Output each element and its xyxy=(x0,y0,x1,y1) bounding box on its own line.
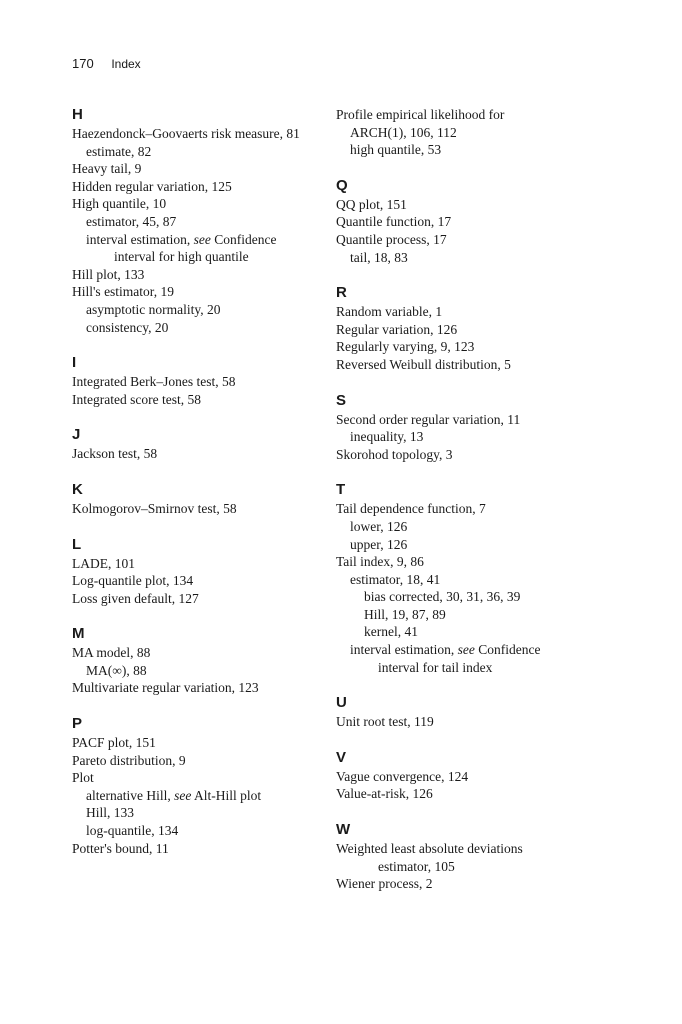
index-entry xyxy=(72,391,322,409)
index-entry xyxy=(336,428,596,446)
index-entry xyxy=(72,178,322,196)
index-entry xyxy=(336,768,596,786)
entry-text: estimator, 18, 41 xyxy=(350,571,441,587)
entry-text: Hill's estimator, 19 xyxy=(72,284,175,300)
index-entry xyxy=(72,804,322,822)
index-entry xyxy=(336,858,596,876)
index-entry xyxy=(336,571,596,589)
index-entry xyxy=(336,606,596,624)
entry-text: Hill, 133 xyxy=(86,805,135,821)
index-entry xyxy=(72,787,322,805)
index-entry xyxy=(336,338,596,356)
entry-text: Hill, 19, 87, 89 xyxy=(364,606,446,622)
index-entry xyxy=(336,553,596,571)
index-entry xyxy=(72,590,322,608)
index-entry xyxy=(72,734,322,752)
entry-text: Multivariate regular variation, 123 xyxy=(72,680,259,696)
section-letter: T xyxy=(336,481,346,499)
index-entry xyxy=(336,659,596,677)
section-letter: H xyxy=(72,106,83,123)
index-entry xyxy=(336,106,596,124)
section-letter: M xyxy=(72,625,85,643)
index-entry xyxy=(72,373,322,391)
entry-text: Haezendonck–Goovaerts risk measure, 81 xyxy=(72,126,300,141)
entry-text: Tail index, 9, 86 xyxy=(336,554,424,570)
index-entry xyxy=(336,840,596,858)
entry-text: interval estimation, xyxy=(350,642,458,658)
index-entry xyxy=(72,555,322,573)
index-entry xyxy=(72,301,322,319)
entry-text: PACF plot, 151 xyxy=(72,735,156,751)
section-letter: K xyxy=(72,480,83,498)
index-entry xyxy=(72,266,322,284)
index-entry xyxy=(72,160,322,178)
page-number: 170 xyxy=(72,56,94,71)
entry-text: Plot xyxy=(72,770,94,786)
index-column-right xyxy=(336,106,596,911)
entry-text: Integrated Berk–Jones test, 58 xyxy=(72,374,236,390)
index-entry xyxy=(72,840,322,858)
entry-text: Skorohod topology, 3 xyxy=(336,446,453,462)
entry-text: Quantile function, 17 xyxy=(336,214,452,230)
entry-text: interval for high quantile xyxy=(114,249,249,265)
index-entry xyxy=(336,500,596,518)
index-entry xyxy=(72,125,322,143)
entry-text: Reversed Weibull distribution, 5 xyxy=(336,356,511,372)
index-entry xyxy=(336,249,596,267)
entry-text: Potter's bound, 11 xyxy=(72,840,169,856)
index-entry xyxy=(336,231,596,249)
index-entry xyxy=(336,518,596,536)
entry-text: inequality, 13 xyxy=(350,429,424,445)
entry-text: Value-at-risk, 126 xyxy=(336,786,433,802)
index-section xyxy=(336,694,596,731)
entry-text: consistency, 20 xyxy=(86,319,169,335)
index-entry xyxy=(72,143,322,161)
entry-text: upper, 126 xyxy=(350,536,408,552)
entry-text: Integrated score test, 58 xyxy=(72,391,201,407)
index-entry xyxy=(72,662,322,680)
entry-text: Quantile process, 17 xyxy=(336,231,447,247)
index-entry xyxy=(336,213,596,231)
index-section xyxy=(72,106,322,336)
index-section xyxy=(336,106,596,159)
entry-text: Second order regular variation, 11 xyxy=(336,411,521,427)
entry-text: Pareto distribution, 9 xyxy=(72,752,186,768)
index-entry xyxy=(336,446,596,464)
entry-text: kernel, 41 xyxy=(364,624,418,640)
entry-text: Jackson test, 58 xyxy=(72,446,158,462)
index-entry xyxy=(72,644,322,662)
index-section xyxy=(336,481,596,676)
index-entry xyxy=(336,411,596,429)
index-column-left xyxy=(72,106,322,875)
entry-text: Vague convergence, 124 xyxy=(336,768,469,784)
entry-text: Hill plot, 133 xyxy=(72,266,145,282)
index-entry xyxy=(72,248,322,266)
index-entry xyxy=(336,875,596,893)
index-entry xyxy=(336,536,596,554)
entry-text: MA(∞), 88 xyxy=(86,662,147,678)
index-entry xyxy=(72,769,322,787)
index-section xyxy=(72,426,322,463)
section-letter: J xyxy=(72,426,81,444)
index-entry xyxy=(72,752,322,770)
entry-text: Tail dependence function, 7 xyxy=(336,501,486,517)
entry-text: bias corrected, 30, 31, 36, 39 xyxy=(364,589,521,605)
entry-text: interval estimation, xyxy=(86,231,194,247)
entry-text: High quantile, 10 xyxy=(72,196,167,212)
index-entry xyxy=(336,785,596,803)
index-entry xyxy=(72,572,322,590)
see-reference: see xyxy=(193,231,211,247)
entry-text: lower, 126 xyxy=(350,518,408,534)
entry-text: Log-quantile plot, 134 xyxy=(72,573,194,589)
index-entry xyxy=(336,641,596,659)
index-entry xyxy=(72,213,322,231)
entry-text: Kolmogorov–Smirnov test, 58 xyxy=(72,500,237,516)
index-section xyxy=(72,625,322,697)
section-letter: L xyxy=(72,535,82,553)
index-section xyxy=(336,284,596,373)
entry-text: Regularly varying, 9, 123 xyxy=(336,339,475,355)
index-section xyxy=(336,177,596,266)
entry-text: estimate, 82 xyxy=(86,143,152,159)
entry-text: tail, 18, 83 xyxy=(350,249,408,265)
index-entry xyxy=(72,231,322,249)
section-letter: S xyxy=(336,391,347,409)
entry-text: MA model, 88 xyxy=(72,645,151,661)
entry-text: QQ plot, 151 xyxy=(336,196,407,212)
index-section xyxy=(72,536,322,608)
index-section xyxy=(72,481,322,518)
entry-text: Hidden regular variation, 125 xyxy=(72,178,232,194)
index-entry xyxy=(336,196,596,214)
entry-text: ARCH(1), 106, 112 xyxy=(350,124,457,140)
index-entry xyxy=(336,588,596,606)
index-entry xyxy=(72,195,322,213)
entry-text: Random variable, 1 xyxy=(336,304,443,320)
see-target: Alt-Hill plot xyxy=(191,787,262,803)
index-section xyxy=(336,821,596,893)
section-letter: W xyxy=(336,821,351,839)
index-entry xyxy=(72,822,322,840)
section-letter: P xyxy=(72,715,83,733)
index-entry xyxy=(72,679,322,697)
section-letter: U xyxy=(336,694,347,712)
index-section xyxy=(72,715,322,857)
entry-text: estimator, 45, 87 xyxy=(86,213,177,229)
entry-text: asymptotic normality, 20 xyxy=(86,301,221,317)
index-entry xyxy=(336,356,596,374)
entry-text: high quantile, 53 xyxy=(350,142,442,158)
index-entry xyxy=(72,319,322,337)
index-entry xyxy=(336,623,596,641)
index-entry xyxy=(336,303,596,321)
entry-text: Loss given default, 127 xyxy=(72,590,199,606)
index-entry xyxy=(336,141,596,159)
running-head: Index xyxy=(111,57,141,71)
entry-text: Wiener process, 2 xyxy=(336,876,433,892)
entry-text: estimator, 105 xyxy=(378,858,455,874)
index-entry xyxy=(336,124,596,142)
section-letter: V xyxy=(336,748,347,766)
entry-text: LADE, 101 xyxy=(72,555,135,571)
entry-text: Profile empirical likelihood for xyxy=(336,107,505,122)
page-header xyxy=(72,56,141,71)
section-letter: I xyxy=(72,354,77,372)
see-target: Confidence xyxy=(474,642,541,658)
index-entry xyxy=(72,445,322,463)
section-letter: Q xyxy=(336,176,348,194)
entry-text: Unit root test, 119 xyxy=(336,714,434,730)
entry-text: interval for tail index xyxy=(378,659,493,675)
index-section xyxy=(336,749,596,803)
index-entry xyxy=(336,713,596,731)
entry-text: alternative Hill, xyxy=(86,787,175,803)
entry-text: Heavy tail, 9 xyxy=(72,161,142,177)
entry-text: log-quantile, 134 xyxy=(86,823,179,839)
index-entry xyxy=(336,321,596,339)
index-entry xyxy=(72,500,322,518)
see-reference: see xyxy=(174,787,192,803)
see-reference: see xyxy=(457,642,475,658)
index-section xyxy=(336,392,596,464)
entry-text: Regular variation, 126 xyxy=(336,321,458,337)
section-letter: R xyxy=(336,284,347,302)
see-target: Confidence xyxy=(210,231,277,247)
entry-text: Weighted least absolute deviations xyxy=(336,841,523,857)
index-entry xyxy=(72,283,322,301)
index-section xyxy=(72,354,322,408)
